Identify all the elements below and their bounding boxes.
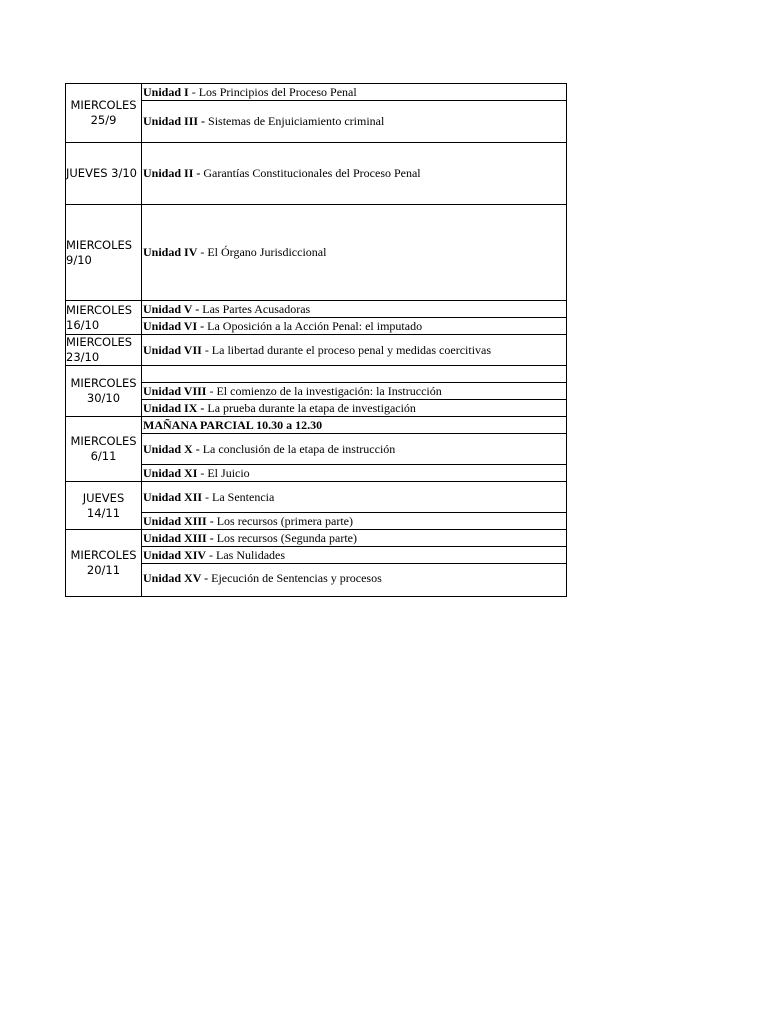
unit-label: Unidad III - [143,114,209,128]
table-row [66,434,567,465]
table-row [66,465,567,482]
unit-label: Unidad XIV [143,547,207,562]
unit-label: Unidad IX - [143,400,208,415]
date-cell [66,335,142,366]
table-row [66,205,567,301]
unit-cell [142,143,567,205]
table-row [66,547,567,564]
unit-cell [142,318,567,335]
date-label: MIERCOLES 30/10 [70,376,137,405]
table-row [66,143,567,205]
unit-cell [142,530,567,547]
unit-text: - Las Nulidades [206,547,286,562]
unit-label: Unidad I [143,84,189,99]
table-row [66,84,567,101]
date-cell [66,366,142,417]
date-label: MIERCOLES 16/10 [66,302,133,332]
unit-text: La prueba durante la etapa de investigación [207,400,416,415]
unit-label: Unidad IV [143,245,198,259]
unit-text: - La libertad durante el proceso penal y medidas coercitivas [201,342,492,357]
schedule-table [65,83,567,597]
table-row [66,530,567,547]
unit-label: Unidad II - [143,166,204,180]
unit-label: Unidad VIII [143,383,207,398]
unit-cell [142,564,567,597]
date-label: MIERCOLES 23/10 [66,335,133,364]
unit-cell [142,335,567,366]
date-label: JUEVES 14/11 [82,490,125,520]
date-cell [66,84,142,143]
unit-text: - Los Principios del Proceso Penal [188,84,357,99]
date-cell [66,417,142,482]
unit-label: Unidad XV - [143,571,212,585]
unit-cell [142,84,567,101]
unit-cell [142,301,567,318]
unit-text: Sistemas de Enjuiciamiento criminal [208,114,385,128]
unit-text: - El Órgano Jurisdiccional [197,245,327,259]
unit-text: - La Sentencia [202,489,275,504]
unit-text: Los recursos (Segunda parte) [216,530,357,545]
date-cell [66,530,142,597]
unit-text: La conclusión de la etapa de instrucción [202,441,396,456]
table-row [66,101,567,143]
unit-label: Unidad X - [143,441,203,456]
unit-text: La Oposición a la Acción Penal: el imputado [207,318,423,333]
unit-cell [142,383,567,400]
unit-text: Las Partes Acusadoras [202,301,311,316]
table-row [66,417,567,434]
table-row [66,301,567,318]
table-row [66,383,567,400]
unit-label: Unidad XII [143,489,203,504]
unit-cell [142,400,567,417]
table-row [66,513,567,530]
table-row [66,564,567,597]
unit-text: Garantías Constitucionales del Proceso Penal [203,166,421,180]
table-row [66,400,567,417]
unit-text: Los recursos (primera parte) [216,513,353,528]
date-label: MIERCOLES 20/11 [70,548,137,577]
unit-cell [142,547,567,564]
date-label: JUEVES 3/10 [66,166,137,180]
unit-text: - El comienzo de la investigación: la Instrucción [206,383,442,398]
unit-label: Unidad VI - [143,318,208,333]
unit-cell [142,465,567,482]
unit-label: Unidad V - [143,301,203,316]
unit-cell-empty [142,366,567,383]
date-cell [66,205,142,301]
unit-text: Ejecución de Sentencias y procesos [211,571,382,585]
unit-cell [142,101,567,143]
exam-label: MAÑANA PARCIAL 10.30 a 12.30 [143,417,323,432]
table-row [66,335,567,366]
date-cell [66,482,142,530]
unit-cell [142,205,567,301]
unit-label: Unidad VII [143,342,202,357]
date-label: MIERCOLES 25/9 [70,98,137,127]
unit-label: Unidad XI [143,465,198,480]
unit-label: Unidad XIII - [143,530,217,545]
unit-label: Unidad XIII - [143,513,217,528]
date-label: MIERCOLES 6/11 [70,434,137,463]
unit-cell [142,482,567,513]
unit-cell [142,513,567,530]
date-label: MIERCOLES 9/10 [66,237,133,267]
unit-cell [142,434,567,465]
exam-cell [142,417,567,434]
table-row [66,318,567,335]
date-cell [66,143,142,205]
table-row [66,482,567,513]
date-cell [66,301,142,335]
unit-text: - El Juicio [197,465,250,480]
table-row [66,366,567,383]
